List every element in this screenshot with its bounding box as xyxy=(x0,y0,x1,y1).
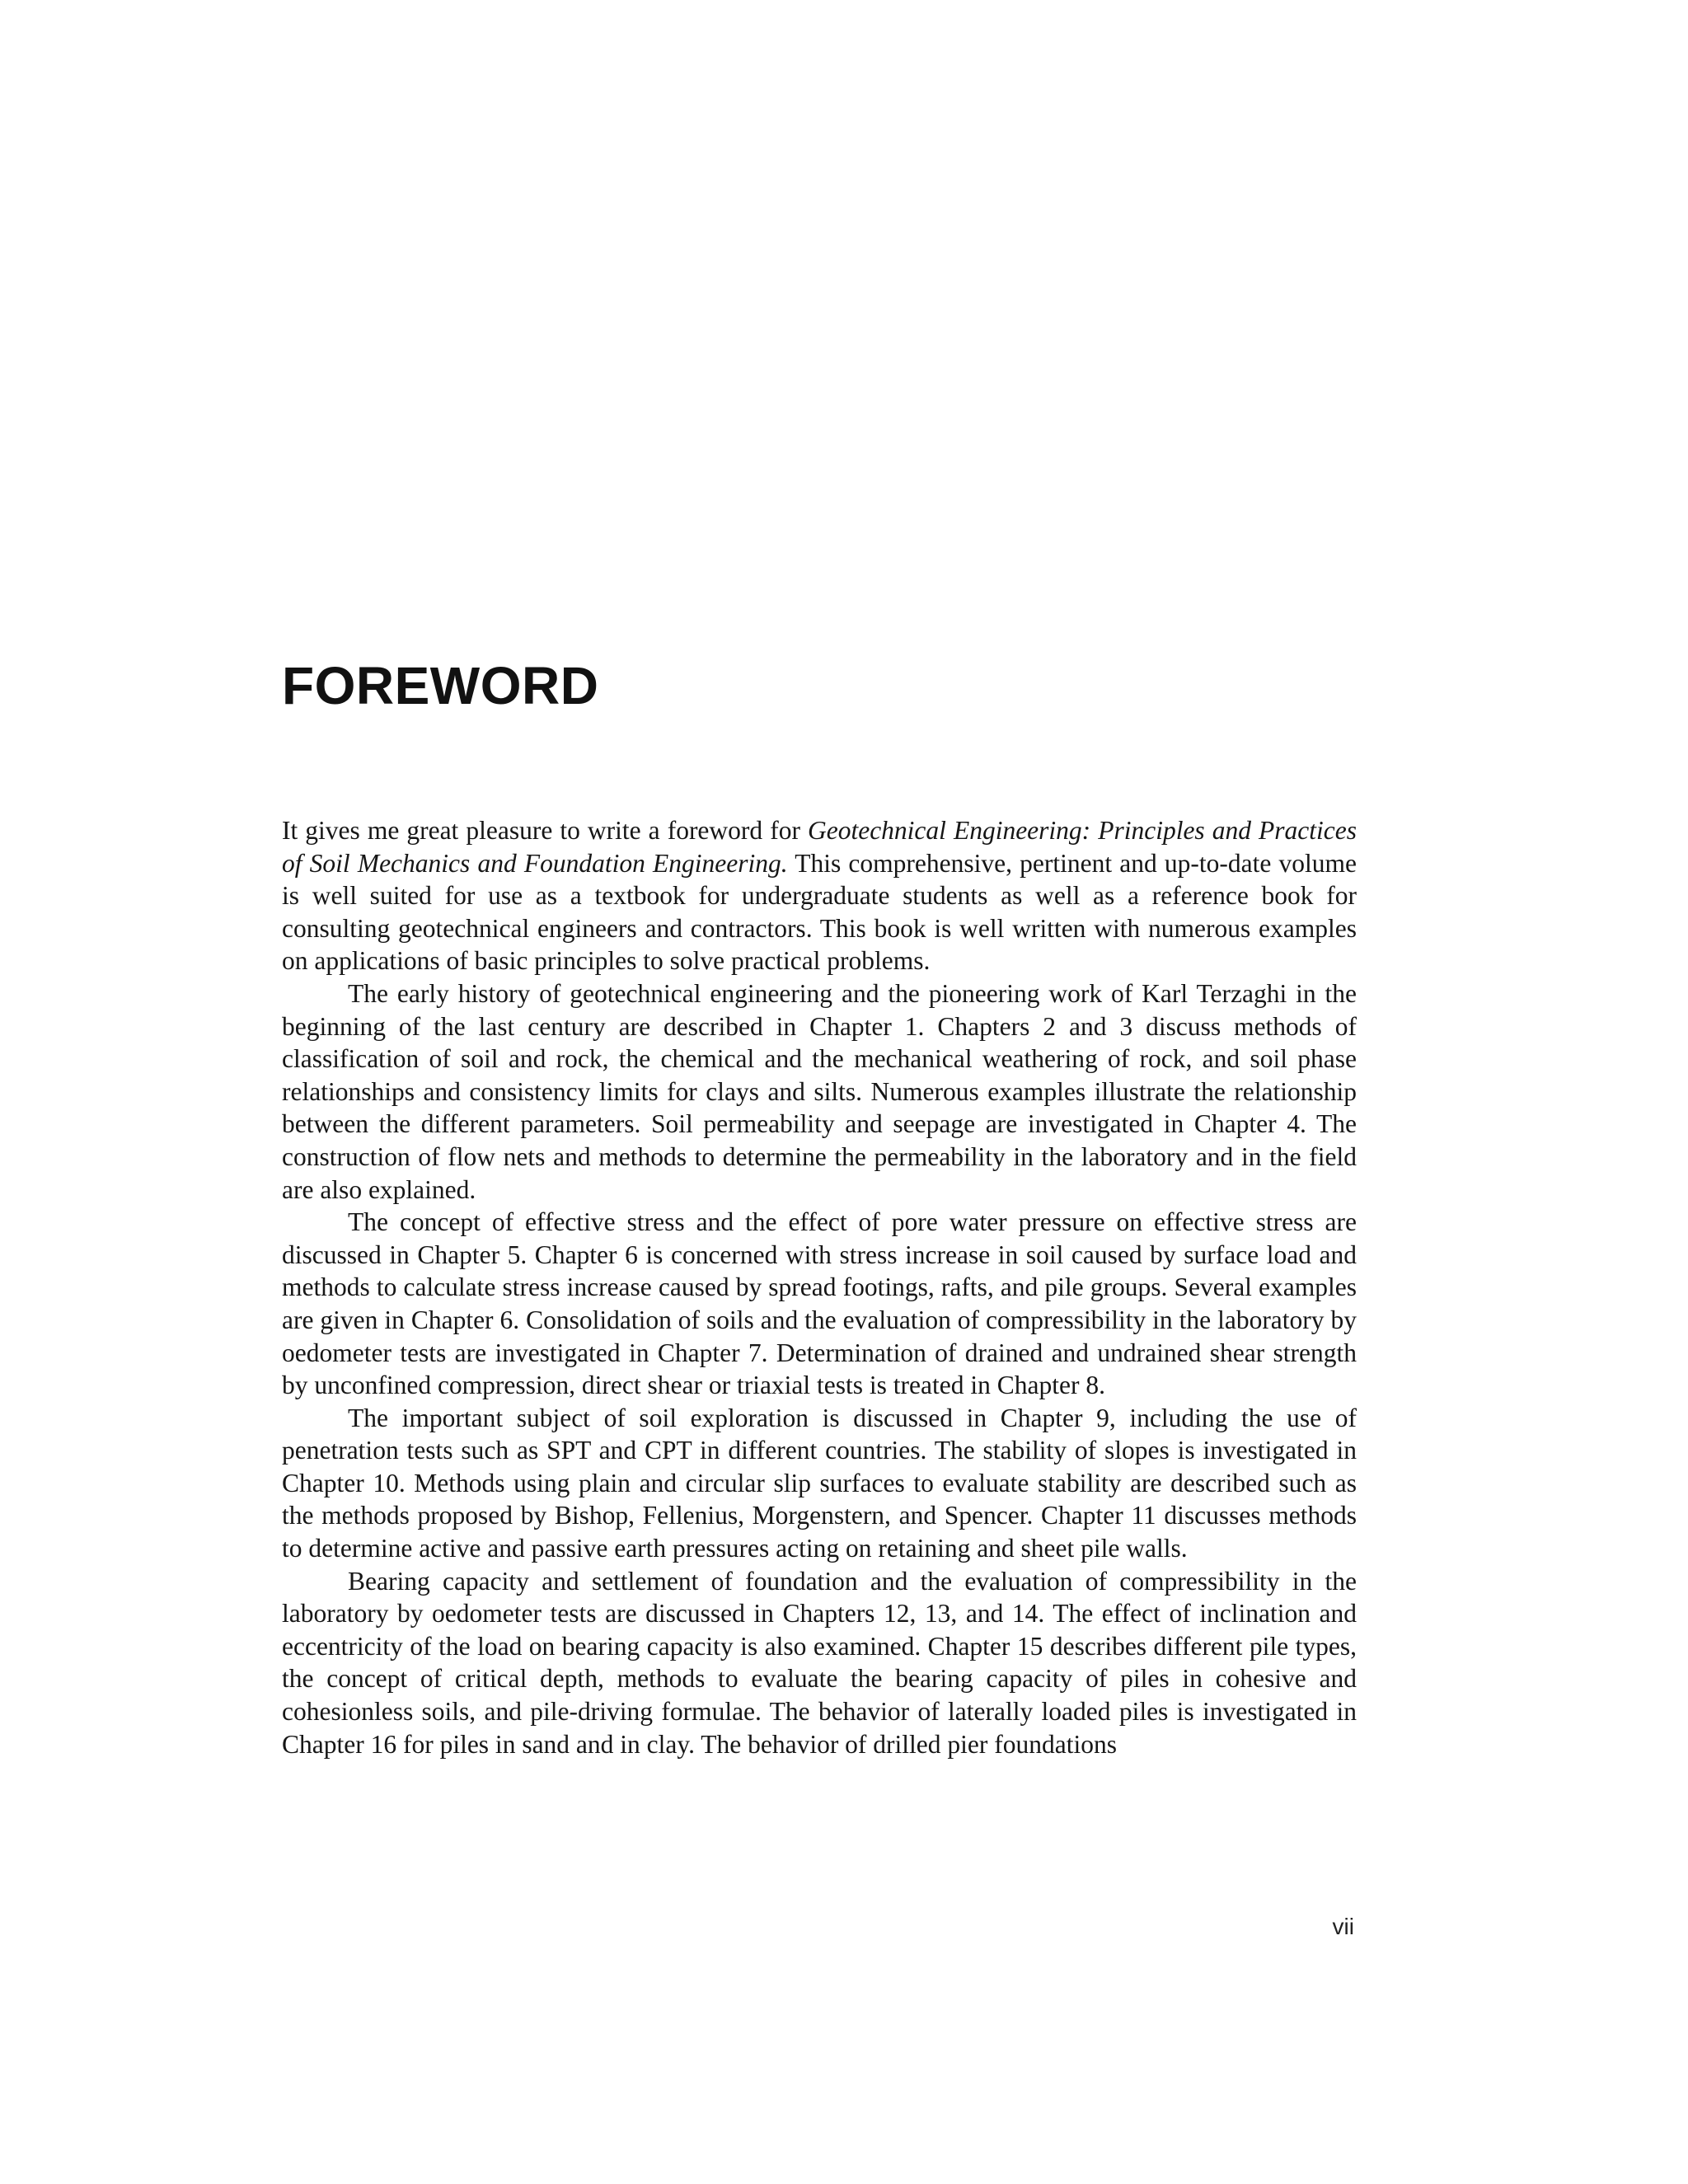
page-number: vii xyxy=(1332,1914,1354,1939)
page-title: FOREWORD xyxy=(282,656,599,715)
paragraph-1-lead: It gives me great pleasure to write a foreword for xyxy=(282,816,808,845)
paragraph-3: The concept of effective stress and the effect of pore water pressure on effective stress are discussed in Chapter 5. Chapter 6 is concerned with stress increase in soil caused by surface load and methods to calculate stress increase caused by spread footings, rafts, and pile groups. Several examples are given in Chapter 6. Consolidation of soils and the evaluation of compressibility in the laboratory by oedometer tests are investigated in Chapter 7. Determination of drained and undrained shear strength by unconfined compression, direct shear or triaxial tests is treated in Chapter 8. xyxy=(282,1207,1357,1400)
paragraph-5: Bearing capacity and settlement of foundation and the evaluation of compressibility in the laboratory by oedometer tests are discussed in Chapters 12, 13, and 14. The effect of inclination and eccentricity of the load on bearing capacity is also examined. Chapter 15 describes different pile types, the concept of critical depth, methods to evaluate the bearing capacity of piles in cohesive and cohesionless soils, and pile-driving formulae. The behavior of laterally loaded piles is investigated in Chapter 16 for piles in sand and in clay. The behavior of drilled pier foundations xyxy=(282,1566,1357,1759)
paragraph-1-rest: This comprehensive, pertinent and up-to-date volume is well suited for use as a textbook for undergraduate students as well as a reference book for consulting geotechnical engineers and contractors. This book is well written with numerous examples on applications of basic principles to solve practical problems. xyxy=(282,848,1357,976)
paragraph-4: The important subject of soil exploration is discussed in Chapter 9, including the use of penetration tests such as SPT and CPT in different countries. The stability of slopes is investigated in Chapter 10. Methods using plain and circular slip surfaces to evaluate stability are described such as the methods proposed by Bishop, Fellenius, Morgenstern, and Spencer. Chapter 11 discusses methods to determine active and passive earth pressures acting on retaining and sheet pile walls. xyxy=(282,1403,1357,1563)
book-title: Geotechnical Engineering: Principles and Practices of Soil Mechanics and Foundation Engineering. xyxy=(282,816,1357,878)
foreword-body xyxy=(282,814,1357,1760)
paragraph-2: The early history of geotechnical engineering and the pioneering work of Karl Terzaghi in the beginning of the last century are described in Chapter 1. Chapters 2 and 3 discuss methods of classification of soil and rock, the chemical and the mechanical weathering of rock, and soil phase relationships and consistency limits for clays and silts. Numerous examples illustrate the relationship between the different parameters. Soil permeability and seepage are investigated in Chapter 4. The construction of flow nets and methods to determine the permeability in the laboratory and in the field are also explained. xyxy=(282,978,1357,1204)
paragraph-1 xyxy=(282,814,1357,977)
